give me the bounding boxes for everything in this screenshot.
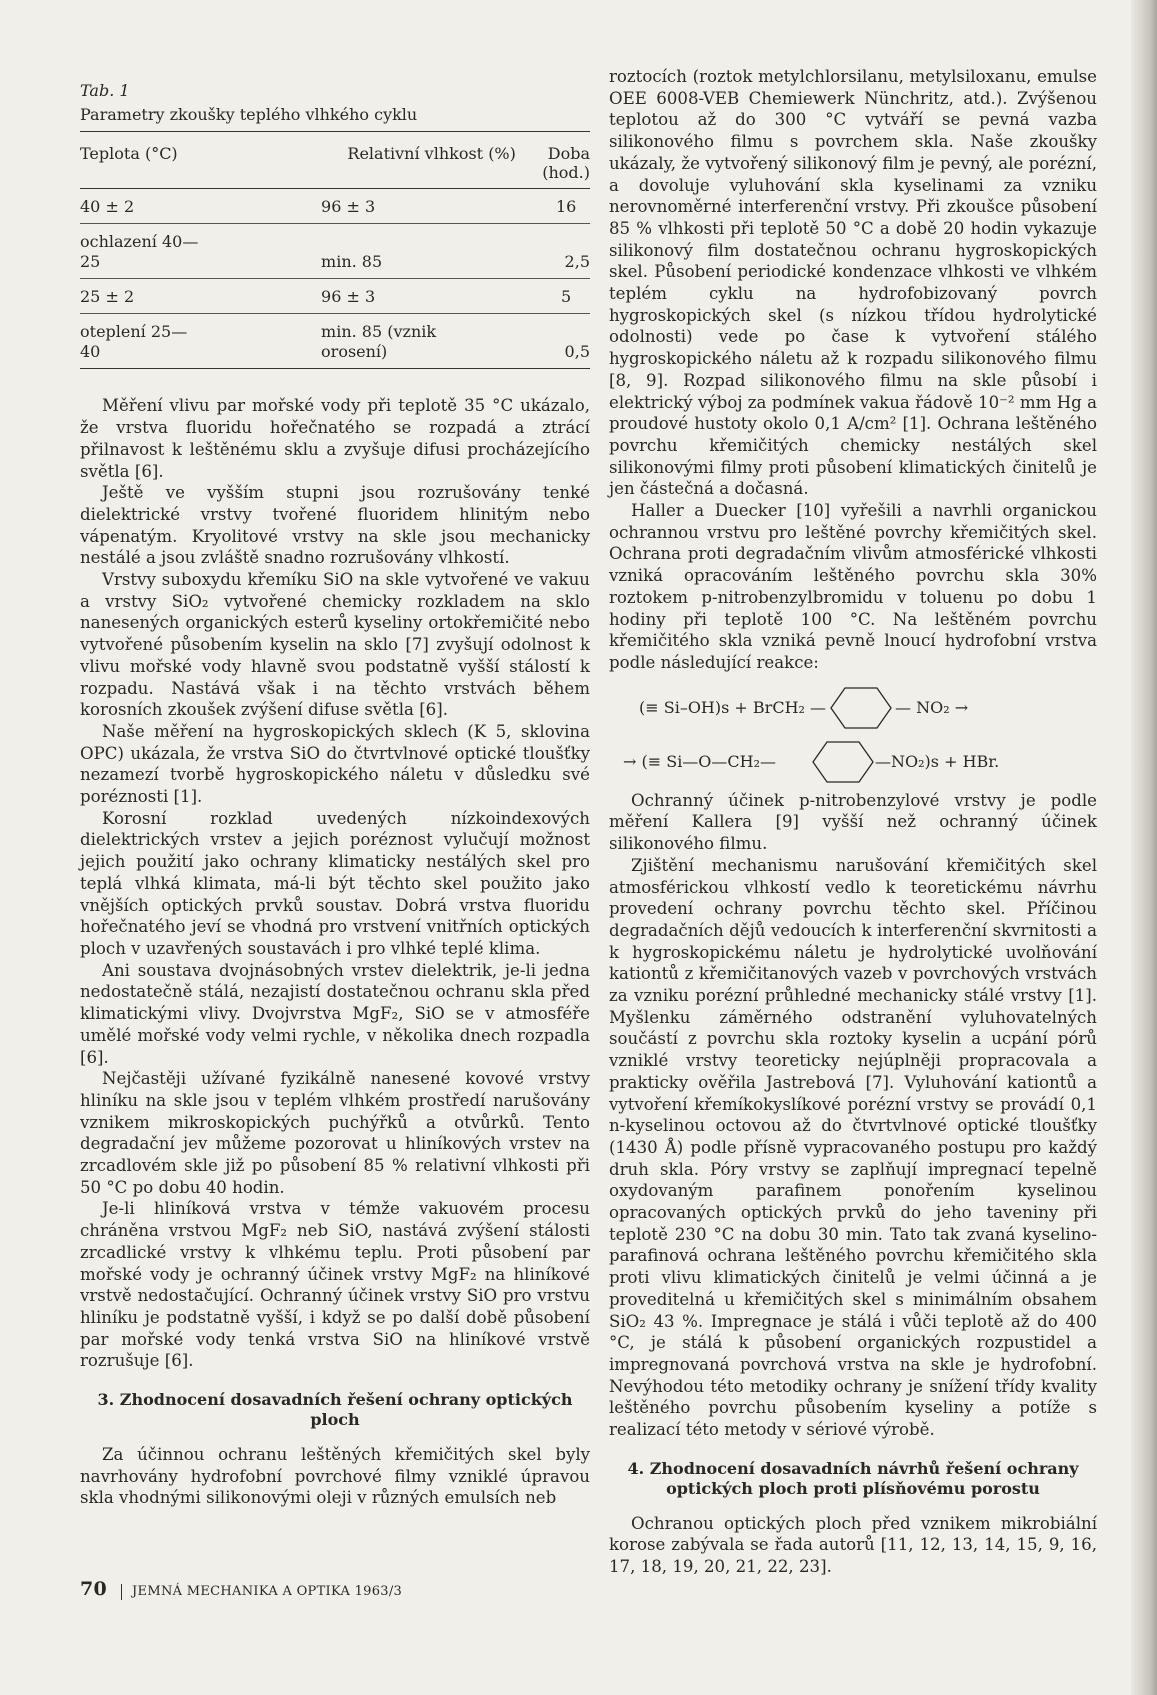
table-cell: 5 — [542, 279, 590, 314]
header-temperature: Teplota (°C) — [80, 132, 321, 189]
paragraph: Korosní rozklad uvedených nízkoindexových dielektrických vrstev a jejich poréznost vylučují možnost jejich použití jako ochrany klimaticky nestálých skel pro teplá vlhká klimata, má-li být těchto skel použito jako vnějších optických prvků soustav. Dobrá vrstva fluoridu hořečnatého jeví se vhodná pro vrstvení vnitřních optických ploch v uzavřených soustavách i pro vlhké teplé klima. — [80, 808, 590, 958]
table-cell: 25 ± 2 — [80, 279, 321, 314]
paragraph: Ještě ve vyšším stupni jsou rozrušovány tenké dielektrické vrstvy tvořené fluoridem hlinitým nebo vápenatým. Kryolitové vrstvy na skle jsou mechanicky nestálé a jsou zvláště snadno rozrušovány vlhkostí. — [80, 483, 590, 568]
header-duration: Doba (hod.) — [542, 132, 590, 189]
paragraph: Ochranou optických ploch před vznikem mikrobiální korose zabývala se řada autorů [11, 12, 13, 14, 15, 9, 16, 17, 18, 19, 20, 21, 22, 23]. — [609, 1513, 1097, 1577]
table-cell: 16 — [542, 189, 590, 224]
table-cell: 40 ± 2 — [80, 189, 321, 224]
table-row — [80, 224, 590, 279]
paragraph: Ochranný účinek p-nitrobenzylové vrstvy je podle měření Kallera [9] vyšší než ochranný účinek silikonového filmu. — [609, 790, 1097, 854]
table-row — [80, 189, 590, 224]
table-cell: 0,5 — [542, 314, 590, 369]
table-cell: min. 85 (vznik orosení) — [321, 314, 542, 369]
page-number: 70 — [80, 1578, 108, 1600]
cycle-parameters-table — [80, 131, 590, 369]
header-humidity: Relativní vlhkost (%) — [321, 132, 542, 189]
table-row — [80, 279, 590, 314]
left-column — [80, 80, 590, 1509]
table-cell: min. 85 — [321, 224, 542, 279]
paragraph: Haller a Duecker [10] vyřešili a navrhli organickou ochrannou vrstvu pro leštěné povrchy křemičitých skel. Ochrana proti degradačním vlivům atmosférické vlhkosti vzniká opracováním leštěného povrchu skla 30% roztokem p-nitrobenzylbromidu v toluenu po dobu 1 hodiny při teplotě 100 °C. Na leštěném povrchu křemičitého skla vzniká pevně lnoucí hydrofobní vrstva podle následující reakce: — [609, 501, 1097, 672]
paragraph: Nejčastěji užívané fyzikálně nanesené kovové vrstvy hliníku na skle jsou v teplém vlhkém prostředí narušovány vznikem mikroskopických puchýřků a otvůrků. Tento degradační jev můžeme pozorovat u hliníkových vrstev na zrcadlovém skle již po působení 85 % relativní vlhkosti při 50 °C po dobu 40 hodin. — [80, 1069, 590, 1197]
table-row — [80, 314, 590, 369]
right-column — [609, 66, 1097, 1578]
paragraph: Zjištění mechanismu narušování křemičitých skel atmosférickou vlhkostí vedlo k teoretickému návrhu provedení ochrany povrchu těchto skel. Příčinou degradačních dějů vedoucích k interferenční skvrnitosti a k hygroskopickému náletu je hydrolytické uvolňování kationtů z křemičitanových vazeb v povrchových vrstvách za vzniku porézní průhledné mechanicky stálé vrstvy [1]. Myšlenku záměrného odstranění vyluhovatelných součástí z povrchu skla roztoky kyselin a ucpání pórů vzniklé vrstvy teoreticky nejúplněji propracovala a prakticky ověřila Jastrebová [7]. Vyluhování kationtů a vytvoření křemíkokyslíkové porézní vrstvy se provádí 0,1 n-kyselinou octovou až do čtvrtvlnové optické tloušťky (1430 Å) podle přísně vypracovaného postupu pro každý druh skla. Póry vrstvy se zaplňují impregnací tepelně oxydovaným parafinem ponořením kyselinou opracovaných optických prvků do jeho taveniny při teplotě 230 °C na dobu 30 min. Tato tak zvaná kyselino-parafinová ochrana leštěného povrchu křemičitého skla proti vlivu klimatických činitelů je velmi účinná a je proveditelná u křemičitých skel s minimálním obsahem SiO₂ 43 %. Impregnace je stálá i vůči teplotě až do 400 °C, je stálá k působení organických rozpustidel a impregnovaná povrchová vrstva na skle je hydrofobní. Nevýhodou této metodiky ochrany je snížení třídy kvality leštěného povrchu působením kyseliny a potíže s realizací této metody v sériové výrobě. — [609, 855, 1097, 1440]
paragraph: Naše měření na hygroskopických sklech (K 5, sklovina OPC) ukázala, že vrstva SiO do čtvrtvlnové optické tloušťky nezamezí tvorbě hygroskopického náletu v důsledku své poréznosti [1]. — [80, 721, 590, 807]
page-binding-shadow — [1131, 0, 1157, 1695]
table-caption: Tab. 1 — [80, 81, 130, 100]
table-cell: ochlazení 40—25 — [80, 224, 321, 279]
table-cell: 96 ± 3 — [321, 189, 542, 224]
reaction-formula — [609, 680, 1097, 784]
paragraph: Za účinnou ochranu leštěných křemičitých skel byly navrhovány hydrofobní povrchové filmy vzniklé úpravou skla vhodnými silikonovými oleji v různých emulsích neb — [80, 1445, 590, 1508]
journal-name: JEMNÁ MECHANIKA A OPTIKA 1963/3 — [132, 1584, 403, 1599]
footer-divider — [121, 1584, 122, 1600]
paragraph: Měření vlivu par mořské vody při teplotě 35 °C ukázalo, že vrstva fluoridu hořečnatého se rozpadá a ztrácí přilnavost k leštěnému sklu a zvyšuje difusi procházejícího světla [6]. — [80, 396, 590, 481]
formula-line2-right: —NO₂)s + HBr. — [875, 751, 1000, 771]
formula-line1-left: (≡ Si–OH)s + BrCH₂ — — [639, 697, 827, 717]
table-title: Parametry zkoušky teplého vlhkého cyklu — [80, 104, 418, 124]
benzene-ring-icon — [831, 688, 891, 728]
paragraph: Vrstvy suboxydu křemíku SiO na skle vytvořené ve vakuu a vrstvy SiO₂ vytvořené chemicky rozkladem na sklo nanesených organických esterů kyseliny ortokřemičité nebo vytvořené působením kyselin na sklo [7] zvyšují odolnost k vlivu mořské vody hlavně svou podstatně vyšší stálostí k rozpadu. Nastává však i na těchto vrstvách během korosních zkoušek zvýšení difuse světla [6]. — [80, 570, 590, 720]
paragraph: Je-li hliníková vrstva v témže vakuovém procesu chráněna vrstvou MgF₂ neb SiO, nastává zvýšení stálosti zrcadlické vrstvy k vlhkému teplu. Proti působení par mořské vody je ochranný účinek vrstvy MgF₂ na hliníkové vrstvě nedostačující. Ochranný účinek vrstvy SiO pro vrstvu hliníku je podstatně vyšší, i když se po další době působení par mořské vody tenká vrstva SiO na hliníkové vrstvě rozrušuje [6]. — [80, 1199, 590, 1371]
paragraph: Ani soustava dvojnásobných vrstev dielektrik, je-li jedna nedostatečně stálá, nezajistí dostatečnou ochranu skla před klimatickými vlivy. Dvojvrstva MgF₂, SiO se v atmosféře umělé mořské vody velmi rychle, v několika dnech rozpadla [6]. — [80, 960, 590, 1067]
benzene-ring-icon — [813, 742, 873, 782]
formula-line2-left: → (≡ Si—O—CH₂— — [623, 751, 777, 771]
table-cell: 96 ± 3 — [321, 279, 542, 314]
section-3-heading: 3. Zhodnocení dosavadních řešení ochrany optických ploch — [97, 1390, 573, 1430]
reaction-formula-graphic — [609, 680, 1097, 784]
table-cell: 2,5 — [542, 224, 590, 279]
page-footer — [80, 1578, 402, 1600]
table-cell: oteplení 25—40 — [80, 314, 321, 369]
section-4-heading: 4. Zhodnocení dosavadních návrhů řešení ochrany optických ploch proti plísňovému porostu — [627, 1458, 1079, 1498]
formula-line1-right: — NO₂ → — [895, 697, 969, 717]
paragraph: roztocích (roztok metylchlorsilanu, metylsiloxanu, emulse OEE 6008-VEB Chemiewerk Nünchritz, atd.). Zvýšenou teplotou až do 300 °C vytváří se pevná vazba silikonového filmu s povrchem skla. Naše zkoušky ukázaly, že vytvořený silikonový film je pevný, ale porézní, a dovoluje vyluhování skla kyselinami za vzniku nerovnoměrné interferenční vrstvy. Při zkoušce působení 85 % vlhkosti při teplotě 50 °C a době 20 hodin vykazuje silikonový film dostatečnou ochranu hygroskopických skel. Působení periodické kondenzace vlhkosti ve vlhkém teplém cyklu na hydrofobizovaný povrch hygroskopických skel (s nízkou třídou hydrolytické odolnosti) vede po čase k vytvoření stálého hygroskopického náletu až k rozpadu silikonového filmu [8, 9]. Rozpad silikonového filmu na skle působí i elektrický výboj za podmínek vakua řádově 10⁻² mm Hg a proudové hustoty okolo 0,1 A/cm² [1]. Ochrana leštěného povrchu křemičitých chemicky nestálých skel silikonovými filmy proti působení klimatických činitelů je jen částečná a dočasná. — [609, 67, 1097, 499]
table-header-row — [80, 132, 590, 189]
